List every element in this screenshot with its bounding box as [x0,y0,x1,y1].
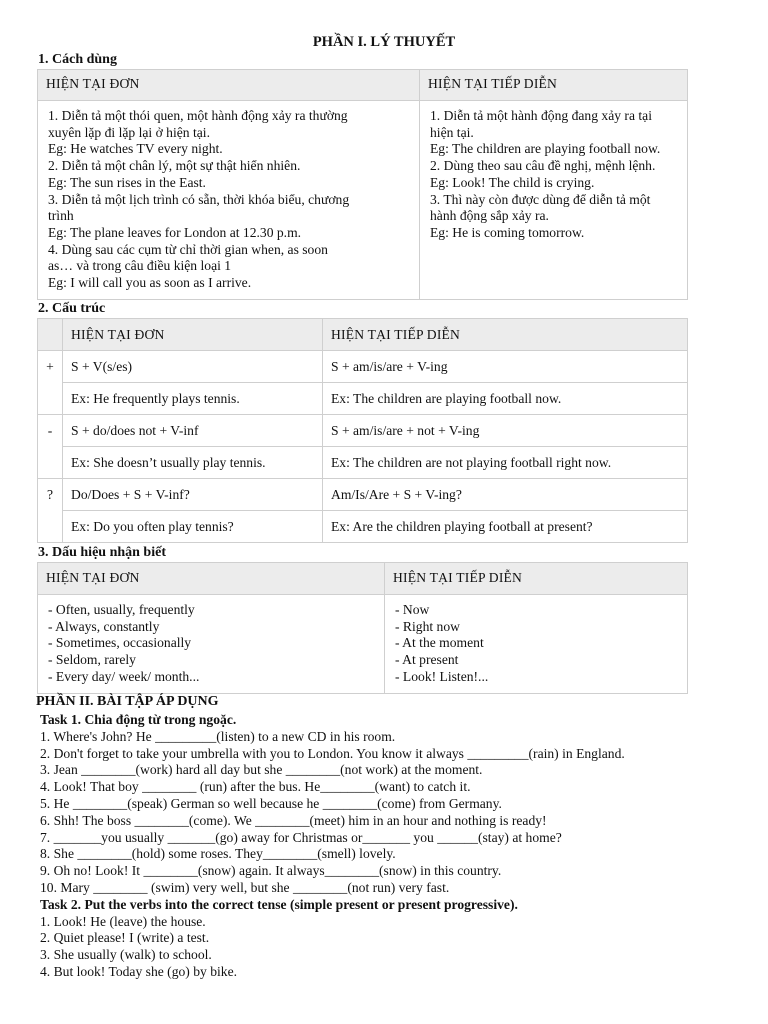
usage-simple-line: Eg: The sun rises in the East. [48,174,206,190]
signs-simple-line: - Always, constantly [48,618,160,634]
structure-example: Ex: The children are not playing football right now. [323,447,688,479]
usage-table [37,69,688,300]
signs-progressive-cell [385,595,688,694]
signs-simple-line: - Seldom, rarely [48,652,136,668]
structure-header-blank [38,319,63,351]
usage-simple-line: Eg: The plane leaves for London at 12.30 p.m. [48,224,302,240]
structure-formula: S + am/is/are + not + V-ing [323,415,688,447]
signs-progressive-line: - At present [395,652,459,668]
exercise-line: 4. Look! That boy ________ (run) after the bus. He________(want) to catch it. [40,779,471,795]
structure-example: Ex: Are the children playing football at present? [323,511,688,543]
structure-header-simple: HIỆN TẠI ĐƠN [63,319,323,351]
section3-heading: 3. Dấu hiệu nhận biết [38,545,166,560]
usage-simple-line: trình [48,208,74,224]
usage-simple-cell [38,101,420,300]
exercise-line: 10. Mary ________ (swim) very well, but she ________(not run) very fast. [40,879,450,895]
usage-header-progressive: HIỆN TẠI TIẾP DIỄN [420,70,688,101]
structure-formula: Am/Is/Are + S + V-ing? [323,479,688,511]
usage-simple-line: Eg: He watches TV every night. [48,141,223,157]
usage-simple-line: as… và trong câu điều kiện loại 1 [48,258,232,274]
structure-formula: S + V(s/es) [63,351,323,383]
exercises [40,712,740,981]
usage-progressive-line: Eg: He is coming tomorrow. [430,224,585,240]
exercise-line: 4. But look! Today she (go) by bike. [40,963,238,979]
signs-simple-line: - Often, usually, frequently [48,602,195,617]
usage-simple-line: xuyên lặp đi lặp lại ở hiện tại. [48,124,210,140]
signs-header-simple: HIỆN TẠI ĐƠN [38,563,385,595]
exercise-line: 5. He ________(speak) German so well because he ________(come) from Germany. [40,795,502,811]
signs-progressive-line: - Look! Listen!... [395,668,489,684]
usage-simple-line: 3. Diễn tả một lịch trình có sẵn, thời khóa biểu, chương [48,191,350,207]
signs-simple-line: - Sometimes, occasionally [48,635,192,651]
task1-heading: Task 1. Chia động từ trong ngoặc. [40,712,237,727]
exercise-line: 1. Look! He (leave) the house. [40,913,206,929]
structure-formula: Do/Does + S + V-inf? [63,479,323,511]
structure-table [37,318,688,543]
usage-simple-line: 2. Diễn tả một chân lý, một sự thật hiển nhiên. [48,158,301,174]
signs-table [37,562,688,694]
structure-example: Ex: She doesn’t usually play tennis. [63,447,323,479]
usage-progressive-line: 3. Thì này còn được dùng để diễn tả một [430,191,651,207]
usage-header-simple: HIỆN TẠI ĐƠN [38,70,420,101]
section1-heading: 1. Cách dùng [38,52,117,67]
page-title: PHẦN I. LÝ THUYẾT [312,34,456,50]
usage-progressive-line: Eg: The children are playing football now. [430,141,661,157]
signs-progressive-line: - Right now [395,618,460,634]
usage-progressive-line: Eg: Look! The child is crying. [430,174,595,190]
usage-progressive-cell [420,101,688,300]
exercise-line: 7. _______you usually _______(go) away for Christmas or_______ you ______(stay) at home? [40,829,562,845]
usage-progressive-line: 2. Dùng theo sau câu đề nghị, mệnh lệnh. [430,158,656,174]
exercise-line: 3. She usually (walk) to school. [40,947,212,963]
section2-heading: 2. Cấu trúc [38,301,106,316]
part2-heading: PHẦN II. BÀI TẬP ÁP DỤNG [36,694,219,709]
exercise-line: 1. Where's John? He _________(listen) to a new CD in his room. [40,728,396,744]
usage-progressive-line: hiện tại. [430,124,474,140]
usage-simple-line: 4. Dùng sau các cụm từ chỉ thời gian when, as soon [48,241,328,257]
signs-simple-line: - Every day/ week/ month... [48,668,200,684]
exercise-line: 6. Shh! The boss ________(come). We ________(meet) him in an hour and nothing is ready! [40,812,547,828]
usage-simple-line: 1. Diễn tả một thói quen, một hành động xảy ra thường [48,108,348,123]
exercise-line: 3. Jean ________(work) hard all day but she ________(not work) at the moment. [40,762,483,778]
structure-symbol: + [38,351,63,415]
signs-header-progressive: HIỆN TẠI TIẾP DIỄN [385,563,688,595]
structure-example: Ex: The children are playing football now. [323,383,688,415]
exercise-line: 2. Don't forget to take your umbrella with you to London. You know it always _________(rain) in England. [40,745,625,761]
structure-example: Ex: Do you often play tennis? [63,511,323,543]
usage-simple-line: Eg: I will call you as soon as I arrive. [48,275,252,291]
structure-header-progressive: HIỆN TẠI TIẾP DIỄN [323,319,688,351]
signs-progressive-line: - At the moment [395,635,484,651]
exercise-line: 2. Quiet please! I (write) a test. [40,930,210,946]
usage-progressive-line: hành động sắp xảy ra. [430,208,549,224]
structure-formula: S + am/is/are + V-ing [323,351,688,383]
structure-formula: S + do/does not + V-inf [63,415,323,447]
structure-symbol: ? [38,479,63,543]
structure-example: Ex: He frequently plays tennis. [63,383,323,415]
task2-heading: Task 2. Put the verbs into the correct tense (simple present or present progressive). [40,896,518,912]
structure-symbol: - [38,415,63,479]
exercise-line: 9. Oh no! Look! It ________(snow) again. It always________(snow) in this country. [40,863,502,879]
exercise-line: 8. She ________(hold) some roses. They________(smell) lovely. [40,846,396,862]
signs-simple-cell [38,595,385,694]
signs-progressive-line: - Now [395,602,430,617]
usage-progressive-line: 1. Diễn tả một hành động đang xảy ra tại [430,108,652,123]
